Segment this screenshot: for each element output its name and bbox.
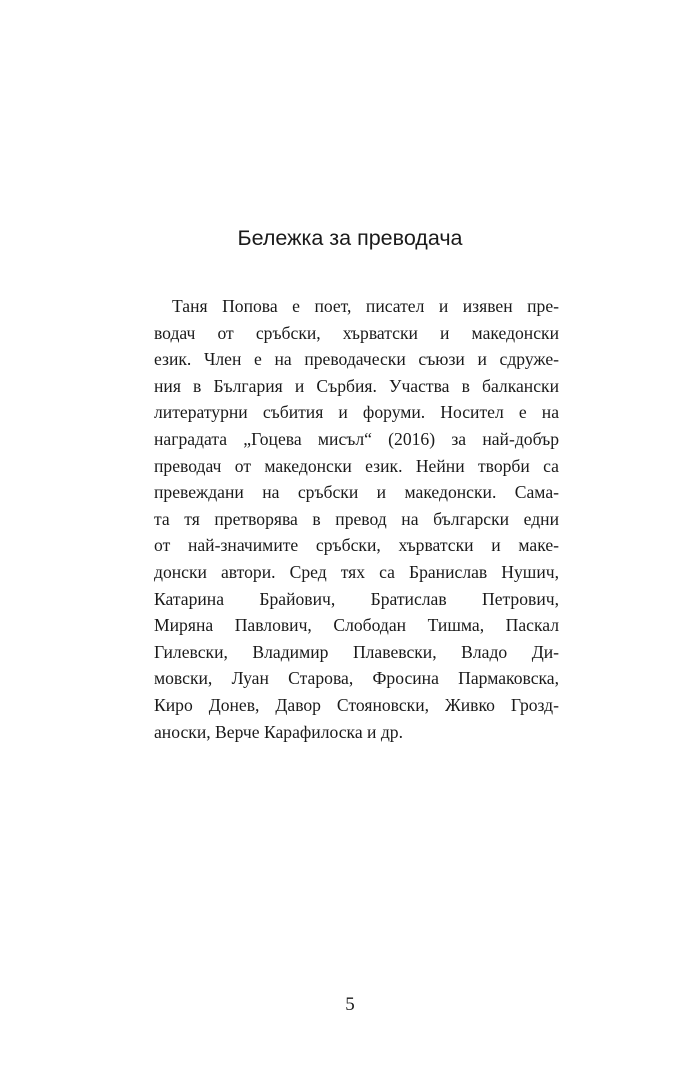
paragraph-line: език. Член е на преводачески съюзи и сдруже-	[154, 349, 559, 370]
paragraph-line: водач от сръбски, хърватски и македонски	[154, 322, 559, 343]
paragraph-line: превеждани на сръбски и македонски. Сама-	[154, 482, 559, 503]
paragraph-line: наградата „Гоцева мисъл“ (2016) за най-добър	[154, 428, 559, 449]
paragraph-line: мовски, Луан Старова, Фросина Пармаковска,	[154, 668, 559, 689]
paragraph-line: аноски, Верче Карафилоска и др.	[154, 721, 403, 742]
paragraph-line: Киро Донев, Давор Стояновски, Живко Грозд-	[154, 694, 559, 715]
paragraph-line: от най-значимите сръбски, хърватски и маке-	[154, 535, 559, 556]
paragraph-line: литературни събития и форуми. Носител е на	[154, 402, 559, 423]
page-number: 5	[345, 994, 355, 1015]
paragraph-line: ния в България и Сърбия. Участва в балкански	[154, 375, 559, 396]
paragraph-line: донски автори. Сред тях са Бранислав Нушич,	[154, 561, 559, 582]
paragraph-line: преводач от македонски език. Нейни творби са	[154, 455, 559, 476]
page-title: Бележка за преводача	[237, 226, 463, 250]
paragraph-line: Миряна Павлович, Слободан Тишма, Паскал	[154, 615, 559, 636]
paragraph-line: Гилевски, Владимир Плавевски, Владо Ди-	[154, 641, 559, 662]
paragraph-line: Таня Попова е поет, писател и изявен пре-	[172, 296, 559, 316]
paragraph-line: Катарина Брайович, Братислав Петрович,	[154, 588, 559, 609]
paragraph-line: та тя претворява в превод на български едни	[154, 508, 559, 529]
translator-note-paragraph	[154, 293, 559, 745]
